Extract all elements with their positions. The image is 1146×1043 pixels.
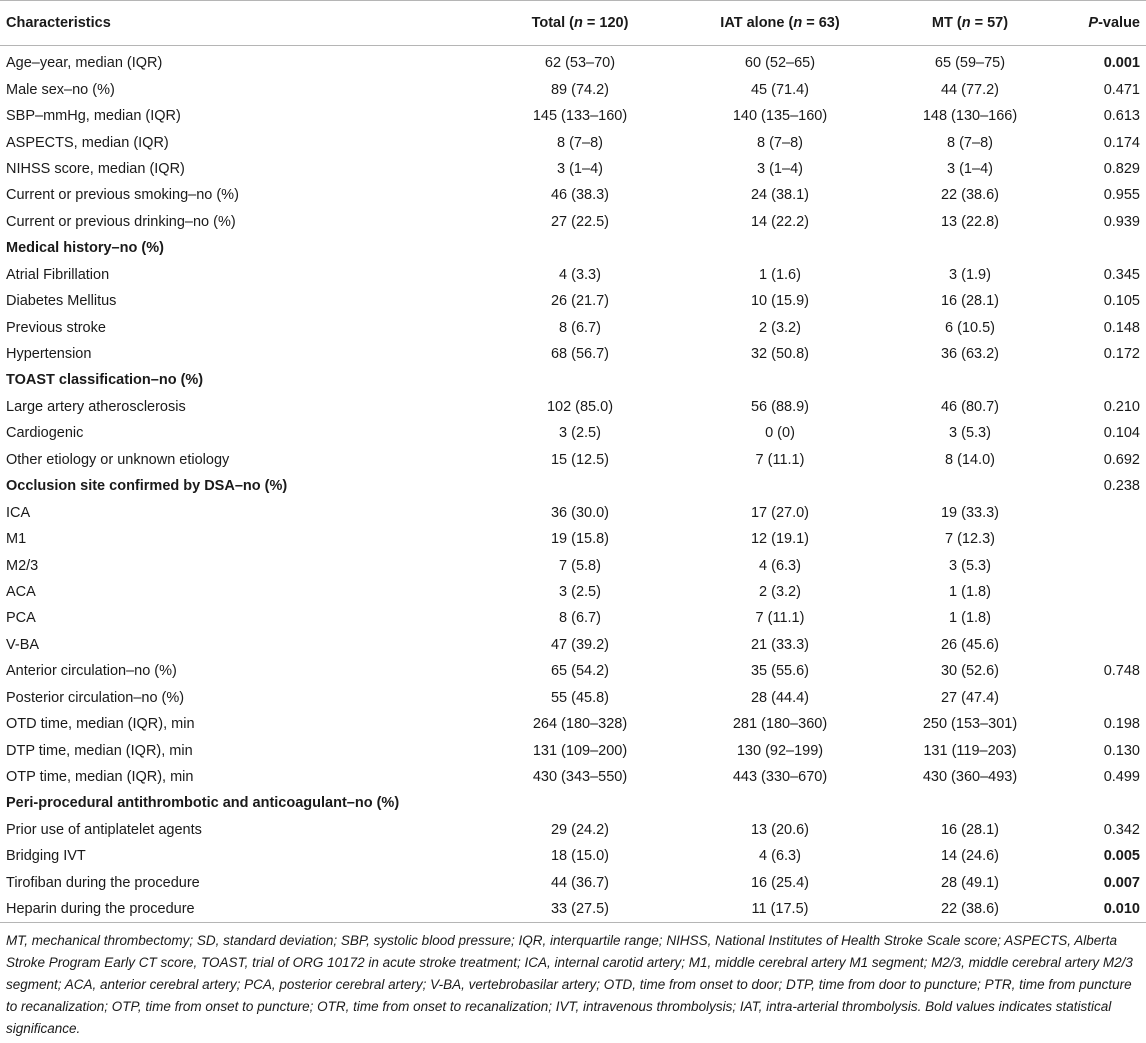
table-row bbox=[0, 420, 1146, 446]
row-label: Prior use of antiplatelet agents bbox=[6, 821, 202, 838]
table-section-row bbox=[0, 367, 1146, 393]
cell-total: 430 (343–550) bbox=[532, 769, 628, 786]
cell-mt: 22 (38.6) bbox=[940, 901, 1000, 918]
cell-p-value bbox=[1060, 526, 1146, 552]
cell-iat-alone: 56 (88.9) bbox=[750, 398, 810, 415]
cell-p-value: 0.342 bbox=[1103, 821, 1140, 838]
cell-mt: 3 (1.9) bbox=[949, 266, 991, 283]
cell-iat-alone: 35 (55.6) bbox=[750, 663, 810, 680]
cell-mt: 3 (1–4) bbox=[947, 160, 993, 177]
table-row bbox=[0, 129, 1146, 155]
cell-iat-alone: 7 (11.1) bbox=[755, 451, 805, 468]
table-row bbox=[0, 76, 1146, 102]
cell-p-value bbox=[1060, 579, 1146, 605]
table-row bbox=[0, 209, 1146, 235]
cell-total: 131 (109–200) bbox=[532, 742, 628, 759]
cell-mt: 14 (24.6) bbox=[940, 848, 1000, 865]
cell-p-value: 0.001 bbox=[1103, 55, 1140, 72]
cell-iat-alone: 17 (27.0) bbox=[750, 504, 810, 521]
row-label: Bridging IVT bbox=[6, 848, 86, 865]
cell-mt: 28 (49.1) bbox=[940, 874, 1000, 891]
header-row bbox=[0, 1, 1146, 46]
row-label: M2/3 bbox=[6, 557, 39, 574]
row-label: Large artery atherosclerosis bbox=[6, 398, 186, 415]
cell-mt: 3 (5.3) bbox=[949, 425, 991, 442]
cell-p-value: 0.005 bbox=[1103, 848, 1140, 865]
row-label: Other etiology or unknown etiology bbox=[6, 451, 230, 468]
cell-p-value: 0.210 bbox=[1103, 398, 1140, 415]
cell-total: 8 (6.7) bbox=[559, 610, 601, 627]
row-label: ICA bbox=[6, 504, 31, 521]
table-row bbox=[0, 499, 1146, 525]
cell-iat-alone: 4 (6.3) bbox=[759, 557, 801, 574]
header-p: P bbox=[1088, 15, 1099, 31]
cell-iat-alone: 130 (92–199) bbox=[736, 742, 824, 759]
table-row bbox=[0, 685, 1146, 711]
row-label: ASPECTS, median (IQR) bbox=[6, 134, 169, 151]
cell-iat-alone: 443 (330–670) bbox=[732, 769, 828, 786]
cell-total: 65 (54.2) bbox=[550, 663, 610, 680]
row-label: M1 bbox=[6, 531, 27, 548]
row-label: Peri-procedural antithrombotic and anticoagulant–no (%) bbox=[6, 795, 400, 812]
table-row bbox=[0, 314, 1146, 340]
table-row bbox=[0, 605, 1146, 631]
cell-mt: 8 (14.0) bbox=[945, 451, 995, 468]
cell-total: 15 (12.5) bbox=[550, 451, 610, 468]
cell-mt: 7 (12.3) bbox=[945, 531, 995, 548]
row-label: Atrial Fibrillation bbox=[6, 266, 110, 283]
table-row bbox=[0, 896, 1146, 922]
cell-iat-alone: 11 (17.5) bbox=[751, 901, 809, 918]
row-label: Previous stroke bbox=[6, 319, 106, 336]
cell-mt: 13 (22.8) bbox=[940, 213, 1000, 230]
cell-p-value bbox=[1060, 552, 1146, 578]
cell-p-value: 0.148 bbox=[1103, 319, 1140, 336]
cell-mt: 27 (47.4) bbox=[940, 689, 1000, 706]
table-row bbox=[0, 737, 1146, 763]
cell-total: 62 (53–70) bbox=[544, 55, 616, 72]
cell-p-value bbox=[1060, 235, 1146, 261]
cell-iat-alone: 45 (71.4) bbox=[750, 81, 810, 98]
cell-total: 145 (133–160) bbox=[532, 108, 628, 125]
cell-iat-alone: 3 (1–4) bbox=[757, 160, 803, 177]
table-row bbox=[0, 46, 1146, 77]
cell-iat-alone: 10 (15.9) bbox=[750, 293, 810, 310]
cell-p-value bbox=[1060, 605, 1146, 631]
cell-mt: 8 (7–8) bbox=[947, 134, 993, 151]
cell-total bbox=[480, 367, 680, 393]
table-row bbox=[0, 262, 1146, 288]
cell-mt: 250 (153–301) bbox=[922, 716, 1018, 733]
table-row bbox=[0, 579, 1146, 605]
row-label: Current or previous drinking–no (%) bbox=[6, 213, 236, 230]
cell-p-value: 0.105 bbox=[1103, 293, 1140, 310]
cell-p-value: 0.829 bbox=[1103, 160, 1140, 177]
table-row bbox=[0, 870, 1146, 896]
cell-p-value: 0.238 bbox=[1103, 478, 1140, 495]
cell-iat-alone: 2 (3.2) bbox=[759, 583, 801, 600]
cell-iat-alone: 32 (50.8) bbox=[750, 346, 810, 363]
table-row bbox=[0, 658, 1146, 684]
cell-mt: 16 (28.1) bbox=[940, 821, 1000, 838]
cell-iat-alone: 24 (38.1) bbox=[750, 187, 810, 204]
cell-total: 3 (1–4) bbox=[557, 160, 603, 177]
table-row bbox=[0, 182, 1146, 208]
cell-total bbox=[480, 790, 680, 816]
header-mt-post: = 57) bbox=[970, 15, 1009, 31]
cell-p-value bbox=[1060, 632, 1146, 658]
table-row bbox=[0, 552, 1146, 578]
header-iat-post: = 63) bbox=[802, 15, 840, 31]
cell-total: 7 (5.8) bbox=[559, 557, 601, 574]
table-section-row bbox=[0, 473, 1146, 499]
cell-total: 89 (74.2) bbox=[550, 81, 610, 98]
row-label: Posterior circulation–no (%) bbox=[6, 689, 185, 706]
cell-total: 3 (2.5) bbox=[559, 425, 601, 442]
cell-mt bbox=[880, 235, 1060, 261]
cell-mt: 26 (45.6) bbox=[940, 636, 1000, 653]
cell-total: 44 (36.7) bbox=[550, 874, 610, 891]
row-label: ACA bbox=[6, 583, 36, 600]
table-row bbox=[0, 632, 1146, 658]
cell-mt: 148 (130–166) bbox=[922, 108, 1018, 125]
header-characteristics: Characteristics bbox=[0, 1, 480, 46]
header-mt-n: n bbox=[961, 15, 971, 31]
cell-total: 27 (22.5) bbox=[550, 213, 610, 230]
cell-total: 264 (180–328) bbox=[532, 716, 628, 733]
row-label: Heparin during the procedure bbox=[6, 901, 195, 918]
row-label: Male sex–no (%) bbox=[6, 81, 115, 98]
header-total-n: n bbox=[574, 15, 583, 31]
header-iat-pre: IAT alone ( bbox=[720, 15, 794, 31]
cell-total: 8 (6.7) bbox=[559, 319, 601, 336]
cell-total: 36 (30.0) bbox=[550, 504, 610, 521]
cell-p-value bbox=[1060, 685, 1146, 711]
cell-total: 33 (27.5) bbox=[550, 901, 610, 918]
cell-iat-alone bbox=[680, 235, 880, 261]
table-body bbox=[0, 46, 1146, 923]
cell-p-value: 0.345 bbox=[1103, 266, 1140, 283]
cell-p-value: 0.172 bbox=[1103, 346, 1140, 363]
table-header bbox=[0, 1, 1146, 46]
cell-mt: 46 (80.7) bbox=[940, 398, 1000, 415]
cell-p-value: 0.198 bbox=[1103, 716, 1140, 733]
cell-p-value: 0.130 bbox=[1103, 742, 1140, 759]
cell-iat-alone bbox=[680, 473, 880, 499]
table-section-row bbox=[0, 790, 1146, 816]
cell-iat-alone: 7 (11.1) bbox=[755, 610, 805, 627]
cell-p-value bbox=[1060, 790, 1146, 816]
table-row bbox=[0, 394, 1146, 420]
cell-total bbox=[480, 473, 680, 499]
cell-iat-alone: 1 (1.6) bbox=[759, 266, 801, 283]
row-label: NIHSS score, median (IQR) bbox=[6, 160, 185, 177]
row-label: SBP–mmHg, median (IQR) bbox=[6, 108, 181, 125]
cell-total: 19 (15.8) bbox=[550, 531, 610, 548]
cell-total: 8 (7–8) bbox=[557, 134, 603, 151]
cell-mt: 30 (52.6) bbox=[940, 663, 1000, 680]
cell-iat-alone bbox=[680, 367, 880, 393]
cell-mt: 1 (1.8) bbox=[949, 583, 991, 600]
header-total-post: = 120) bbox=[582, 15, 629, 31]
cell-iat-alone: 13 (20.6) bbox=[750, 821, 810, 838]
cell-p-value: 0.010 bbox=[1103, 901, 1140, 918]
table-row bbox=[0, 103, 1146, 129]
cell-mt: 44 (77.2) bbox=[940, 81, 1000, 98]
cell-p-value: 0.955 bbox=[1103, 187, 1140, 204]
row-label: Anterior circulation–no (%) bbox=[6, 663, 177, 680]
cell-total: 18 (15.0) bbox=[550, 848, 610, 865]
header-iat-alone bbox=[680, 1, 880, 46]
cell-mt: 65 (59–75) bbox=[934, 55, 1006, 72]
table-row bbox=[0, 341, 1146, 367]
row-label: Hypertension bbox=[6, 346, 92, 363]
cell-total: 55 (45.8) bbox=[550, 689, 610, 706]
row-label: Occlusion site confirmed by DSA–no (%) bbox=[6, 478, 288, 495]
cell-total bbox=[480, 235, 680, 261]
cell-mt bbox=[880, 473, 1060, 499]
cell-mt: 3 (5.3) bbox=[949, 557, 991, 574]
cell-p-value: 0.471 bbox=[1103, 81, 1140, 98]
cell-iat-alone: 21 (33.3) bbox=[750, 636, 810, 653]
row-label: Diabetes Mellitus bbox=[6, 293, 117, 310]
row-label: Current or previous smoking–no (%) bbox=[6, 187, 239, 204]
cell-iat-alone: 140 (135–160) bbox=[732, 108, 828, 125]
cell-iat-alone: 16 (25.4) bbox=[750, 874, 810, 891]
row-label: PCA bbox=[6, 610, 36, 627]
header-total-pre: Total ( bbox=[531, 15, 574, 31]
cell-p-value bbox=[1060, 499, 1146, 525]
cell-p-value: 0.174 bbox=[1103, 134, 1140, 151]
cell-total: 47 (39.2) bbox=[550, 636, 610, 653]
cell-mt bbox=[880, 790, 1060, 816]
cell-iat-alone: 8 (7–8) bbox=[757, 134, 803, 151]
cell-mt: 6 (10.5) bbox=[945, 319, 995, 336]
cell-p-value: 0.499 bbox=[1103, 769, 1140, 786]
cell-mt: 16 (28.1) bbox=[940, 293, 1000, 310]
table-row bbox=[0, 156, 1146, 182]
header-p-value bbox=[1060, 1, 1146, 46]
cell-p-value: 0.939 bbox=[1103, 213, 1140, 230]
header-mt bbox=[880, 1, 1060, 46]
header-iat-n: n bbox=[793, 15, 803, 31]
cell-iat-alone: 281 (180–360) bbox=[732, 716, 828, 733]
table-row bbox=[0, 817, 1146, 843]
row-label: Age–year, median (IQR) bbox=[6, 55, 163, 72]
cell-iat-alone: 12 (19.1) bbox=[750, 531, 810, 548]
row-label: Medical history–no (%) bbox=[6, 240, 164, 257]
cell-mt: 22 (38.6) bbox=[940, 187, 1000, 204]
cell-p-value: 0.748 bbox=[1103, 663, 1140, 680]
table-row bbox=[0, 843, 1146, 869]
cell-mt: 36 (63.2) bbox=[940, 346, 1000, 363]
header-p-suffix: -value bbox=[1098, 15, 1140, 31]
cell-iat-alone: 60 (52–65) bbox=[744, 55, 816, 72]
row-label: Cardiogenic bbox=[6, 425, 84, 442]
cell-p-value: 0.692 bbox=[1103, 451, 1140, 468]
cell-iat-alone: 2 (3.2) bbox=[759, 319, 801, 336]
cell-mt: 19 (33.3) bbox=[940, 504, 1000, 521]
table-footnote: MT, mechanical thrombectomy; SD, standard deviation; SBP, systolic blood pressure; IQR, interquartile range; NIHSS, National Institutes of Health Stroke Scale score; ASPECTS, Alberta Stroke Program Early CT score, TOAST, trial of ORG 10172 in acute stroke treatment; ICA, internal carotid artery; M1, middle cerebral artery M1 segment; M2/3, middle cerebral artery M2/3 segment; ACA, anterior cerebral artery; PCA, posterior cerebral artery; V-BA, vertebrobasilar artery; OTD, time from onset to door; DTP, time from door to puncture; PTR, time from puncture to recanalization; OTP, time from onset to puncture; OTR, time from onset to recanalization; IVT, intravenous thrombolysis; IAT, intra-arterial thrombolysis. Bold values indicates statistical significance. bbox=[6, 933, 1133, 1037]
row-label: OTP time, median (IQR), min bbox=[6, 769, 194, 786]
cell-iat-alone: 28 (44.4) bbox=[750, 689, 810, 706]
cell-p-value: 0.007 bbox=[1103, 874, 1140, 891]
cell-mt: 131 (119–203) bbox=[923, 742, 1017, 759]
cell-mt: 430 (360–493) bbox=[922, 769, 1018, 786]
cell-mt bbox=[880, 367, 1060, 393]
cell-iat-alone: 4 (6.3) bbox=[759, 848, 801, 865]
row-label: DTP time, median (IQR), min bbox=[6, 742, 193, 759]
cell-iat-alone bbox=[680, 790, 880, 816]
cell-p-value bbox=[1060, 367, 1146, 393]
row-label: V-BA bbox=[6, 636, 40, 653]
table-section-row bbox=[0, 235, 1146, 261]
header-total bbox=[480, 1, 680, 46]
row-label: OTD time, median (IQR), min bbox=[6, 716, 195, 733]
cell-iat-alone: 0 (0) bbox=[765, 425, 795, 442]
cell-total: 102 (85.0) bbox=[546, 398, 614, 415]
cell-total: 4 (3.3) bbox=[559, 266, 601, 283]
row-label: TOAST classification–no (%) bbox=[6, 372, 204, 389]
table-row bbox=[0, 288, 1146, 314]
table-row bbox=[0, 447, 1146, 473]
cell-total: 68 (56.7) bbox=[550, 346, 610, 363]
header-mt-pre: MT ( bbox=[931, 15, 962, 31]
cell-p-value: 0.104 bbox=[1103, 425, 1140, 442]
cell-total: 26 (21.7) bbox=[550, 293, 610, 310]
table-row bbox=[0, 764, 1146, 790]
cell-total: 29 (24.2) bbox=[550, 821, 610, 838]
table-row bbox=[0, 526, 1146, 552]
row-label: Tirofiban during the procedure bbox=[6, 874, 200, 891]
cell-mt: 1 (1.8) bbox=[949, 610, 991, 627]
cell-p-value: 0.613 bbox=[1103, 108, 1140, 125]
cell-total: 3 (2.5) bbox=[559, 583, 601, 600]
table-row bbox=[0, 711, 1146, 737]
cell-total: 46 (38.3) bbox=[550, 187, 610, 204]
cell-iat-alone: 14 (22.2) bbox=[750, 213, 810, 230]
